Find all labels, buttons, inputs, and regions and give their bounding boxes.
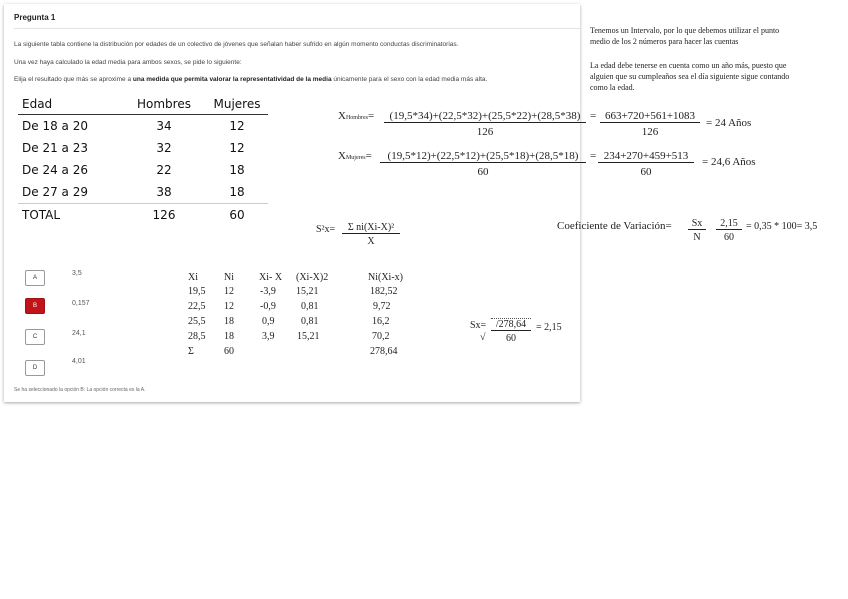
mean-hombres-numerator: (19,5*34)+(22,5*32)+(25,5*22)+(28,5*38) <box>384 110 586 123</box>
calc-cell: 12 <box>224 286 234 297</box>
calc-cell-sigma: Σ <box>188 346 194 357</box>
calc-cell: 15,21 <box>297 331 320 342</box>
cv-numerator-2: 2,15 <box>716 218 742 230</box>
sx-left: Sx= <box>470 320 487 331</box>
mean-mujeres-fraction <box>380 150 586 178</box>
table-header-row <box>18 94 268 115</box>
mean-hombres-denominator-2: 126 <box>641 126 659 138</box>
option-b-value: 0,157 <box>72 300 90 307</box>
header-hombres: Hombres <box>122 94 202 115</box>
calc-cell: 3,9 <box>262 331 275 342</box>
question-paragraph-3: Elija el resultado que más se aproxime a una medida que permita valorar la representatividad de la media únicamente para el sexo con la edad media más alta. <box>14 76 488 83</box>
option-d-value: 4,01 <box>72 358 86 365</box>
cell-total-mujeres: 60 <box>202 204 268 227</box>
cell-total-hombres: 126 <box>122 204 202 227</box>
calc-header-xi-x: Xi- X <box>259 272 283 283</box>
calc-cell: 182,52 <box>370 286 398 297</box>
mean-hombres-symbol: XHombres= <box>338 110 375 122</box>
calc-cell: 22,5 <box>188 301 206 312</box>
mean-hombres-fraction <box>384 110 586 138</box>
mean-mujeres-numerator-2: 234+270+459+513 <box>598 150 694 163</box>
cell-mujeres: 12 <box>229 141 245 155</box>
option-c-value: 24,1 <box>72 330 86 337</box>
age-note-line-2: alguien que su cumpleaños sea el día siguiente sigue contando <box>590 72 790 81</box>
question-paragraph-2: Una vez haya calculado la edad media para ambos sexos, se pide lo siguiente: <box>14 59 242 66</box>
calc-cell: 70,2 <box>372 331 390 342</box>
header-edad: Edad <box>18 94 122 115</box>
cell-total-label: TOTAL <box>18 204 122 227</box>
cv-result: = 0,35 * 100= 3,5 <box>746 221 818 232</box>
cell-age: De 18 a 20 <box>22 119 88 133</box>
mean-mujeres-denominator-2: 60 <box>640 166 652 178</box>
answer-feedback: Se ha seleccionado la opción B: La opción correcta es la A. <box>14 387 146 393</box>
cell-mujeres: 18 <box>229 185 245 199</box>
cell-age: De 27 a 29 <box>22 185 88 199</box>
table-row <box>18 159 268 181</box>
calc-header-ni: Ni <box>224 272 234 283</box>
interval-note-line-2: medio de los 2 números para hacer las cuentas <box>590 37 739 46</box>
cv-label: Coeficiente de Variación= <box>557 220 672 232</box>
calc-cell: 19,5 <box>188 286 206 297</box>
cell-age: De 21 a 23 <box>22 141 88 155</box>
variance-fraction <box>342 222 400 247</box>
cell-hombres: 22 <box>156 163 172 177</box>
calc-cell: 278,64 <box>370 346 398 357</box>
sx-denominator: 60 <box>506 333 516 344</box>
sx-numerator: /278,64 <box>491 318 531 331</box>
calc-cell: 16,2 <box>372 316 390 327</box>
cell-mujeres: 12 <box>229 119 245 133</box>
calc-cell: 25,5 <box>188 316 206 327</box>
calc-cell: 9,72 <box>373 301 391 312</box>
option-a-value: 3,5 <box>72 270 82 277</box>
option-b-button[interactable]: B <box>25 298 45 314</box>
cv-denominator-1: N <box>693 232 701 243</box>
calc-cell: 15,21 <box>296 286 319 297</box>
calc-cell: 18 <box>224 316 234 327</box>
mean-hombres-eq2: = <box>590 110 597 122</box>
cell-age: De 24 a 26 <box>22 163 88 177</box>
age-note-line-3: como la edad. <box>590 83 635 92</box>
cell-hombres: 34 <box>156 119 172 133</box>
cell-hombres: 32 <box>156 141 172 155</box>
mean-hombres-denominator: 126 <box>476 126 494 138</box>
mean-hombres-result: = 24 Años <box>706 117 752 129</box>
mean-mujeres-eq2: = <box>590 150 597 162</box>
mean-mujeres-denominator: 60 <box>477 166 489 178</box>
cv-numerator-1: Sx <box>688 218 706 230</box>
header-mujeres: Mujeres <box>202 94 268 115</box>
calc-header-ni-xi-x: Ni(Xi-x) <box>368 272 403 283</box>
cv-denominator-2: 60 <box>724 232 734 243</box>
calc-cell: -0,9 <box>260 301 276 312</box>
sx-result: = 2,15 <box>536 322 562 333</box>
cell-hombres: 38 <box>156 185 172 199</box>
table-row <box>18 115 268 138</box>
cv-fraction-1 <box>688 218 706 243</box>
mean-hombres-numerator-2: 663+720+561+1083 <box>600 110 700 123</box>
question-title: Pregunta 1 <box>14 13 56 22</box>
mean-hombres-fraction-2 <box>600 110 700 138</box>
cell-mujeres: 18 <box>229 163 245 177</box>
sx-root-symbol: √ <box>480 332 486 343</box>
question-paragraph-1: La siguiente tabla contiene la distribución por edades de un colectivo de jóvenes que señalan haber sufrido en algún momento conductas discriminatorias. <box>14 41 459 48</box>
option-a-button[interactable]: A <box>25 270 45 286</box>
calc-cell: 12 <box>224 301 234 312</box>
cv-fraction-2 <box>716 218 742 243</box>
age-note-line-1: La edad debe tenerse en cuenta como un año más, puesto que <box>590 61 787 70</box>
title-divider <box>14 28 580 29</box>
sx-fraction <box>491 318 531 344</box>
calc-cell: 0,9 <box>262 316 275 327</box>
calc-cell: -3,9 <box>260 286 276 297</box>
table-row <box>18 137 268 159</box>
calc-cell: 60 <box>224 346 234 357</box>
table-row <box>18 181 268 204</box>
age-distribution-table <box>18 94 268 226</box>
mean-mujeres-result: = 24,6 Años <box>702 156 756 168</box>
option-d-button[interactable]: D <box>25 360 45 376</box>
mean-mujeres-fraction-2 <box>598 150 694 178</box>
calc-cell: 28,5 <box>188 331 206 342</box>
mean-mujeres-numerator: (19,5*12)+(22,5*12)+(25,5*18)+(28,5*18) <box>380 150 586 163</box>
calc-cell: 0,81 <box>301 301 319 312</box>
interval-note-line-1: Tenemos un Intervalo, por lo que debemos utilizar el punto <box>590 26 780 35</box>
variance-numerator: Σ ni(Xi-X)² <box>342 222 400 234</box>
mean-mujeres-symbol: XMujeres= <box>338 150 372 162</box>
calc-cell: 0,81 <box>301 316 319 327</box>
calc-header-xi-x2: (Xi-X)2 <box>296 272 329 283</box>
calc-header-xi: Xi <box>188 272 198 283</box>
calc-cell: 18 <box>224 331 234 342</box>
option-c-button[interactable]: C <box>25 329 45 345</box>
table-total-row <box>18 204 268 227</box>
variance-denominator: X <box>367 236 375 247</box>
variance-left: S²x= <box>316 224 336 235</box>
